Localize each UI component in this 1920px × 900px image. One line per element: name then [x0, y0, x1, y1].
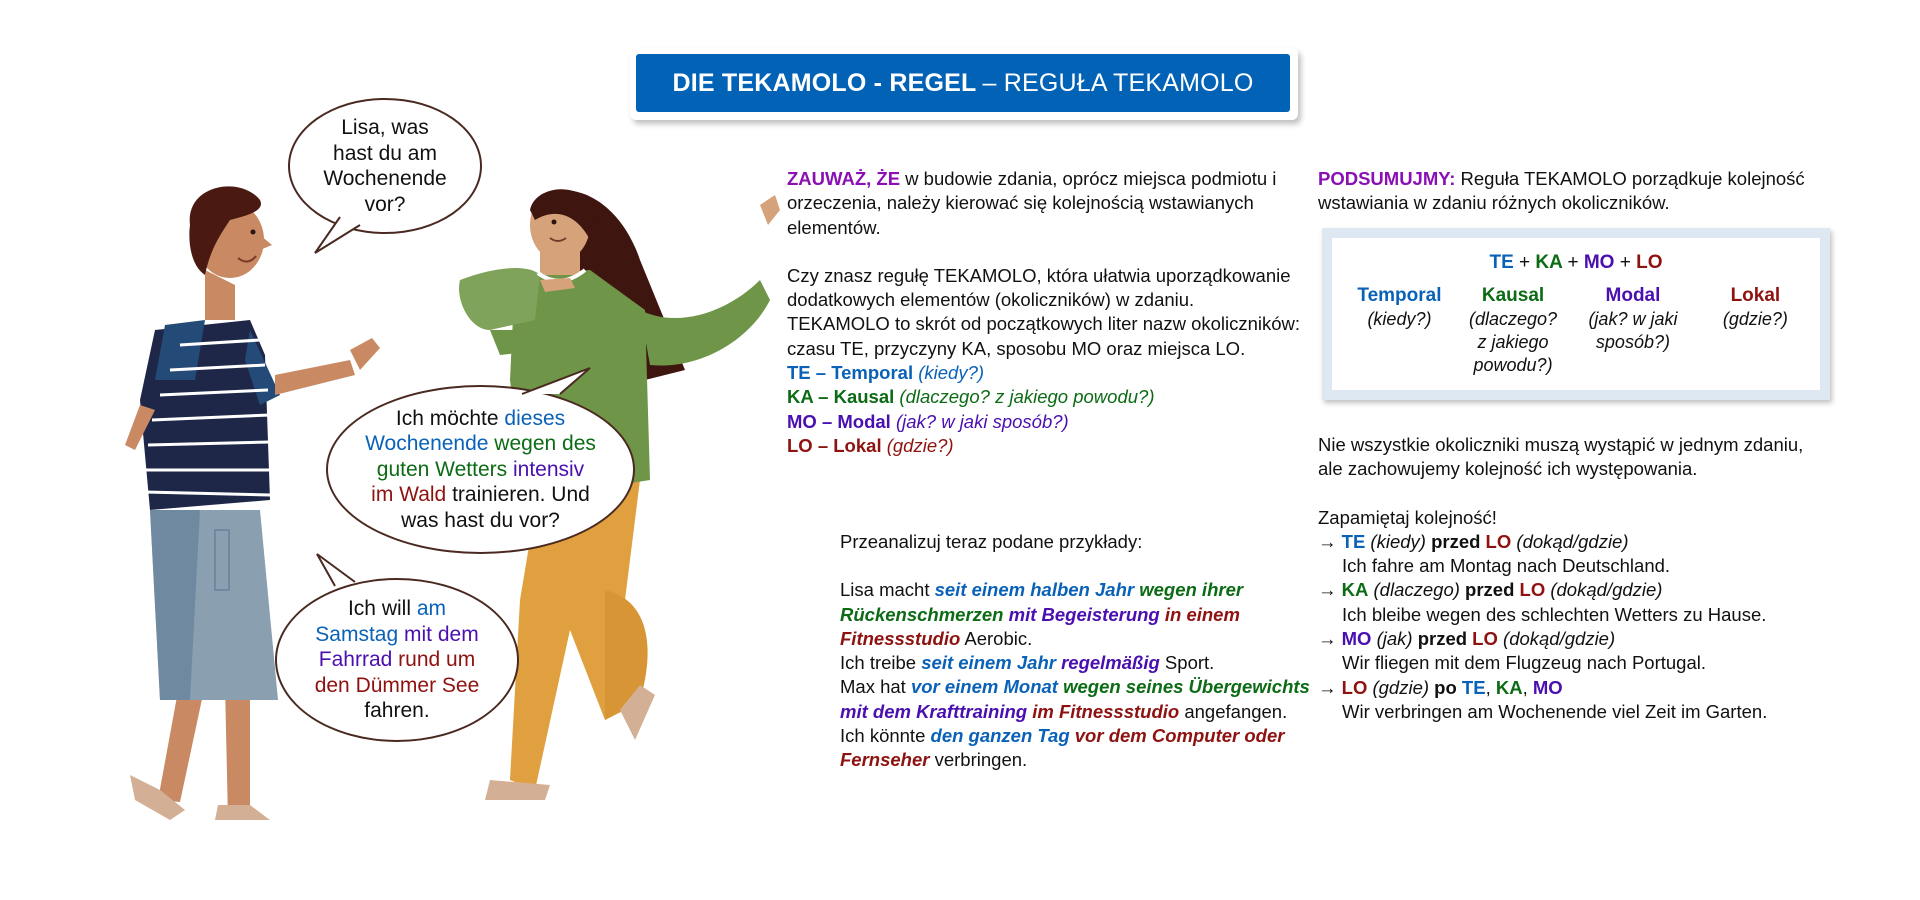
order-example: Wir verbringen am Wochenende viel Zeit im Garten. [1342, 700, 1768, 722]
rule-first: MO [1341, 628, 1372, 650]
def-kausal [787, 385, 1307, 409]
rule-question: (dokąd/gdzie) [1545, 579, 1663, 601]
summary-text: Reguła TEKAMOLO porządkuje kolejność wstawiania w zdaniu różnych okoliczników. [1318, 168, 1805, 214]
formula-lo: LO [1636, 252, 1663, 273]
column-name: Kausal [1481, 285, 1545, 306]
summary-label: PODSUMUJMY: [1318, 168, 1456, 189]
example-lo: in einem Fitnessstudio [840, 603, 1240, 649]
summary-section [1318, 167, 1858, 216]
def-lokal [787, 434, 1307, 458]
example-te: den ganzen Tag [930, 725, 1070, 747]
remember-heading: Zapamiętaj kolejność! [1318, 506, 1497, 528]
tekamolo-columns [1340, 284, 1812, 377]
example-lo: vor dem Computer oder Fernseher [840, 725, 1285, 771]
example-text: Max hat [840, 676, 911, 698]
example-text: Aerobic. [960, 627, 1033, 649]
column-question: (kiedy?) [1367, 309, 1432, 329]
formula-plus: + [1567, 252, 1579, 273]
order-example: Ich bleibe wegen des schlechten Wetters zu Hause. [1342, 603, 1767, 625]
note-text: w budowie zdania, oprócz miejsca podmiotu i orzeczenia, należy kierować się kolejnością wstawianych elementów. [787, 168, 1277, 238]
examples-heading: Przeanalizuj teraz podane przykłady: [840, 531, 1143, 552]
example-text: verbringen. [929, 749, 1028, 771]
bubble-text-mo: intensiv [507, 457, 585, 481]
example-ka: wegen ihrer Rückenschmerzen [840, 579, 1244, 625]
tekamolo-summary-box [1322, 228, 1830, 400]
example-sentence-2 [840, 651, 1310, 675]
bubble-line: Wochenende [323, 167, 447, 190]
order-rule-te [1318, 530, 1858, 554]
title-bar [636, 54, 1290, 112]
bubble-text-te: Samstag [315, 622, 399, 646]
def-abbr: MO – Modal [787, 410, 891, 432]
bubble-text-lo: rund um [392, 648, 476, 672]
example-lo: im Fitnessstudio [1027, 700, 1180, 722]
examples-section [840, 530, 1310, 773]
formula-ka: KA [1535, 252, 1563, 273]
example-sentence-1 [840, 578, 1310, 651]
speech-bubble-boy-question [288, 98, 482, 234]
title-german: DIE TEKAMOLO - REGEL [672, 68, 977, 97]
bubble-line: hast du am [333, 141, 437, 165]
bubble-text-te: am [416, 597, 447, 621]
def-question: (jak? w jaki sposób?) [895, 410, 1069, 432]
bubble-line: Lisa, was [341, 116, 429, 139]
formula-plus: + [1619, 252, 1631, 273]
def-question: (kiedy?) [918, 362, 985, 384]
bubble-text: Ich möchte [395, 406, 505, 430]
arrow-icon: → [1318, 579, 1337, 601]
bubble-text-mo: Fahrrad [318, 648, 393, 672]
bubble-tail [315, 552, 365, 588]
example-mo: mit Begeisterung [1003, 603, 1160, 625]
order-paragraph: Nie wszystkie okoliczniki muszą wystąpić w jednym zdaniu, ale zachowujemy kolejność ich występowania. [1318, 434, 1804, 480]
bubble-tail [310, 215, 370, 255]
rule-relation: przed [1431, 530, 1481, 552]
def-question: (dlaczego? z jakiego powodu?) [899, 386, 1155, 408]
arrow-icon: → [1318, 628, 1337, 650]
question-paragraph: Czy znasz regułę TEKAMOLO, która ułatwia uporządkowanie dodatkowych elementów (okoliczników) w zdaniu. [787, 264, 1291, 311]
formula-plus: + [1519, 252, 1531, 273]
order-example: Ich fahre am Montag nach Deutschland. [1342, 555, 1671, 577]
def-temporal [787, 361, 1307, 385]
bubble-text-te: dieses [504, 406, 566, 430]
bubble-text-ka: wegen des [488, 432, 596, 456]
def-question: (gdzie?) [886, 434, 954, 456]
formula-mo: MO [1583, 252, 1615, 273]
def-abbr: KA – Kausal [787, 386, 895, 408]
bubble-text-ka: guten Wetters [376, 457, 508, 481]
bubble-text: trainieren. Und [446, 483, 590, 507]
rule-te: TE [1456, 676, 1486, 698]
rule-ka: KA [1490, 676, 1523, 698]
bubble-text: Ich will [347, 597, 417, 621]
summary-paragraph [1318, 167, 1858, 216]
rule-first: KA [1341, 579, 1369, 601]
example-te: seit einem halben Jahr [934, 579, 1135, 601]
rule-second: LO [1480, 530, 1512, 552]
column-question: (gdzie?) [1722, 309, 1788, 329]
def-abbr: TE – Temporal [787, 362, 914, 384]
column-modal [1567, 284, 1699, 377]
formula-te: TE [1489, 252, 1514, 273]
rule-second: LO [1514, 579, 1546, 601]
bubble-text-mo: mit dem [398, 622, 479, 646]
bubble-text: was hast du vor? [401, 508, 560, 532]
column-question: (jak? w jaki sposób?) [1588, 309, 1678, 352]
rule-question: (kiedy) [1365, 530, 1432, 552]
column-question: (dlaczego? z jakiego powodu?) [1469, 309, 1558, 375]
rule-first: LO [1341, 676, 1368, 698]
bubble-line: vor? [364, 192, 406, 216]
example-text: Lisa macht [840, 579, 935, 601]
tekamolo-formula [1332, 252, 1820, 274]
example-text: Ich könnte [840, 725, 931, 747]
example-mo: regelmäßig [1055, 652, 1160, 674]
definition-paragraph: TEKAMOLO to skrót od początkowych liter nazw okoliczników: czasu TE, przyczyny KA, sposobu MO oraz miejsca LO. [787, 313, 1301, 359]
order-section [1318, 433, 1858, 724]
example-te: seit einem Jahr [921, 652, 1056, 674]
def-modal [787, 410, 1307, 434]
rule-question: (gdzie) [1367, 676, 1435, 698]
title-polish: – REGUŁA TEKAMOLO [982, 68, 1254, 97]
example-ka: wegen seines Übergewichts [1057, 676, 1310, 698]
rule-relation: przed [1417, 628, 1468, 650]
rule-second: LO [1467, 628, 1498, 650]
rule-question: (jak) [1371, 628, 1418, 650]
bubble-text-lo: den Dümmer See [314, 673, 480, 697]
order-rule-mo [1318, 627, 1858, 651]
bubble-tail [520, 362, 600, 396]
rule-comma: , [1485, 676, 1491, 698]
arrow-icon: → [1318, 530, 1337, 552]
title-banner [630, 48, 1298, 120]
speech-bubble-girl-answer [326, 385, 635, 554]
rule-relation: po [1434, 676, 1457, 698]
rule-question: (dokąd/gdzie) [1497, 628, 1616, 650]
order-rule-lo [1318, 676, 1858, 700]
column-lokal [1699, 284, 1812, 377]
bubble-text: fahren. [364, 699, 430, 723]
rule-first: TE [1341, 530, 1366, 552]
rule-mo: MO [1527, 676, 1563, 698]
column-name: Lokal [1730, 285, 1781, 306]
column-kausal [1459, 284, 1567, 377]
speech-bubble-boy-answer [275, 578, 519, 742]
example-text: Ich treibe [840, 652, 922, 674]
bubble-text-lo: im Wald [371, 483, 447, 507]
example-sentence-4 [840, 724, 1310, 773]
rule-question: (dokąd/gdzie) [1511, 530, 1629, 552]
rule-question: (dlaczego) [1368, 579, 1466, 601]
def-abbr: LO – Lokal [787, 434, 882, 456]
intro-paragraph [787, 167, 1307, 240]
order-example: Wir fliegen mit dem Flugzeug nach Portugal. [1342, 652, 1707, 674]
example-te: vor einem Monat [910, 676, 1058, 698]
rule-relation: przed [1465, 579, 1515, 601]
note-label: ZAUWAŻ, ŻE [787, 168, 901, 189]
rule-comma: , [1522, 676, 1528, 698]
example-text: angefangen. [1179, 700, 1288, 722]
example-mo: mit dem Krafttraining [840, 700, 1028, 722]
column-name: Modal [1605, 285, 1661, 306]
example-sentence-3 [840, 675, 1310, 724]
example-text: Sport. [1159, 652, 1215, 674]
order-rule-ka [1318, 578, 1858, 602]
bubble-text-te: Wochenende [365, 432, 489, 456]
column-temporal [1340, 284, 1459, 377]
column-name: Temporal [1357, 285, 1442, 306]
intro-section [787, 167, 1307, 458]
arrow-icon: → [1318, 676, 1337, 698]
